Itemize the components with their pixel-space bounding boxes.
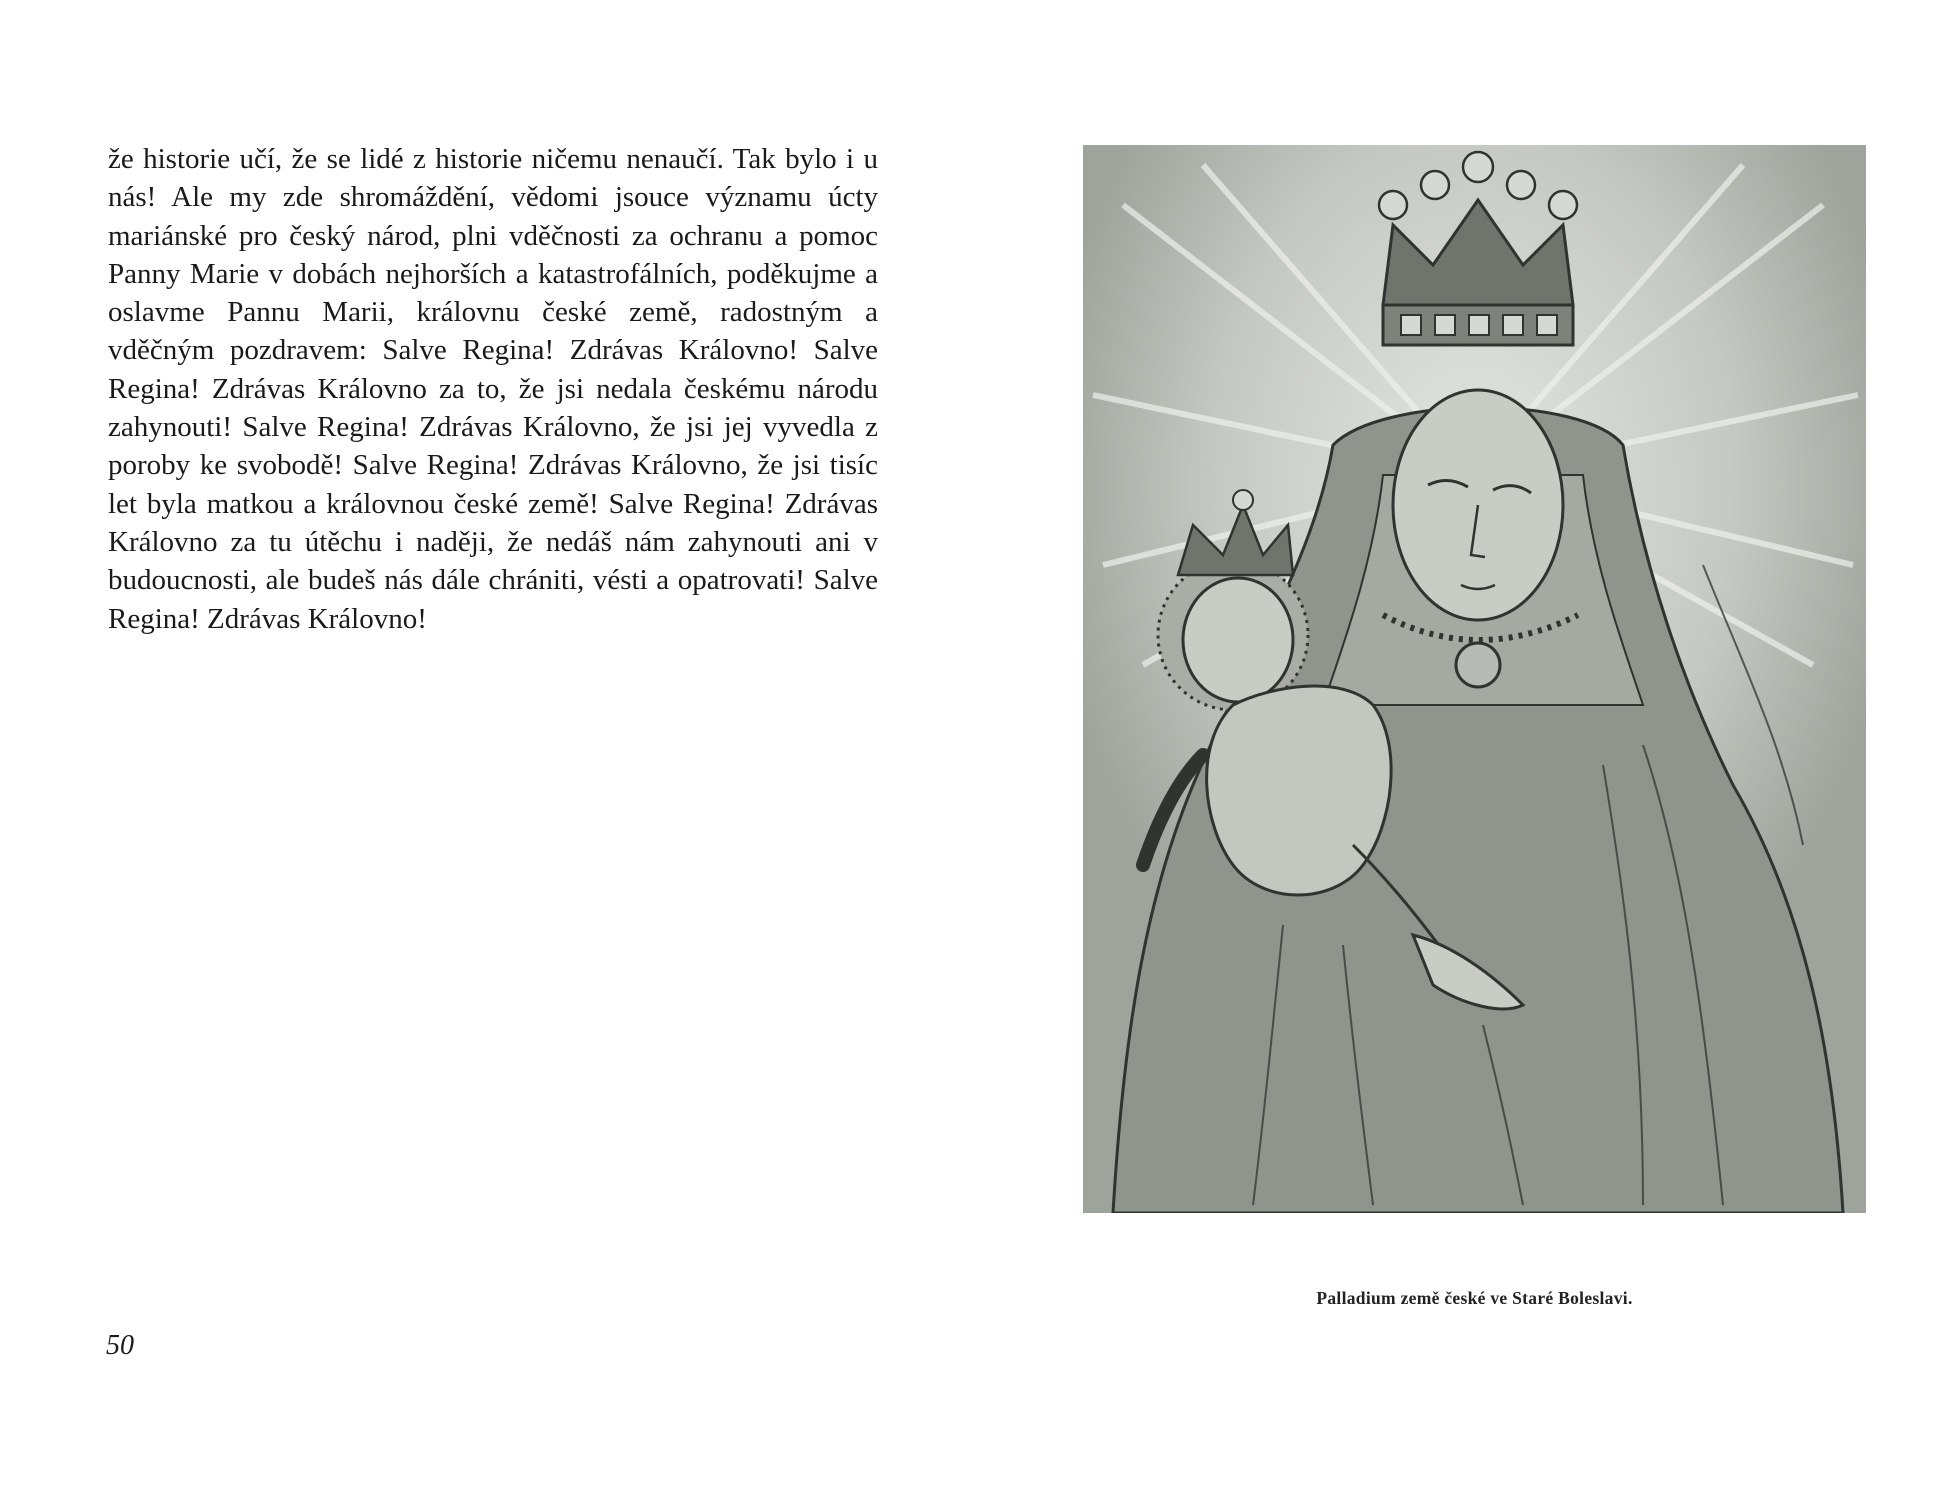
body-paragraph: že historie učí, že se lidé z historie ničemu nenaučí. Tak bylo i u nás! Ale my zde shromáždění, vědomi jsouce významu úcty mariánské pro český národ, plni vděčnosti za ochranu a pomoc Panny Marie v dobách nejhorších a katastrofálních, poděkujme a oslavme Pannu Marii, královnu české země, radostným a vděčným pozdravem: Salve Regina! Zdrávas Královno! Salve Regina! Zdrávas Královno za to, že jsi nedala českému národu zahynouti! Salve Regina! Zdrávas Královno, že jsi jej vyvedla z poroby ke svobodě! Salve Regina! Zdrávas Královno, že jsi tisíc let byla matkou a královnou české země! Salve Regina! Zdrávas Královno za tu útěchu i naději, že nedáš nám zahynouti ani v budoucnosti, ale budeš nás dále chrániti, vésti a opatrovati! Salve Regina! Zdrávas Královno! [108, 143, 878, 635]
madonna-illustration [1083, 145, 1866, 1213]
left-page [108, 140, 878, 638]
illustration-caption: Palladium země české ve Staré Boleslavi. [1316, 1288, 1633, 1308]
page-number: 50 [106, 1330, 134, 1361]
madonna-and-child-engraving [1083, 145, 1866, 1213]
